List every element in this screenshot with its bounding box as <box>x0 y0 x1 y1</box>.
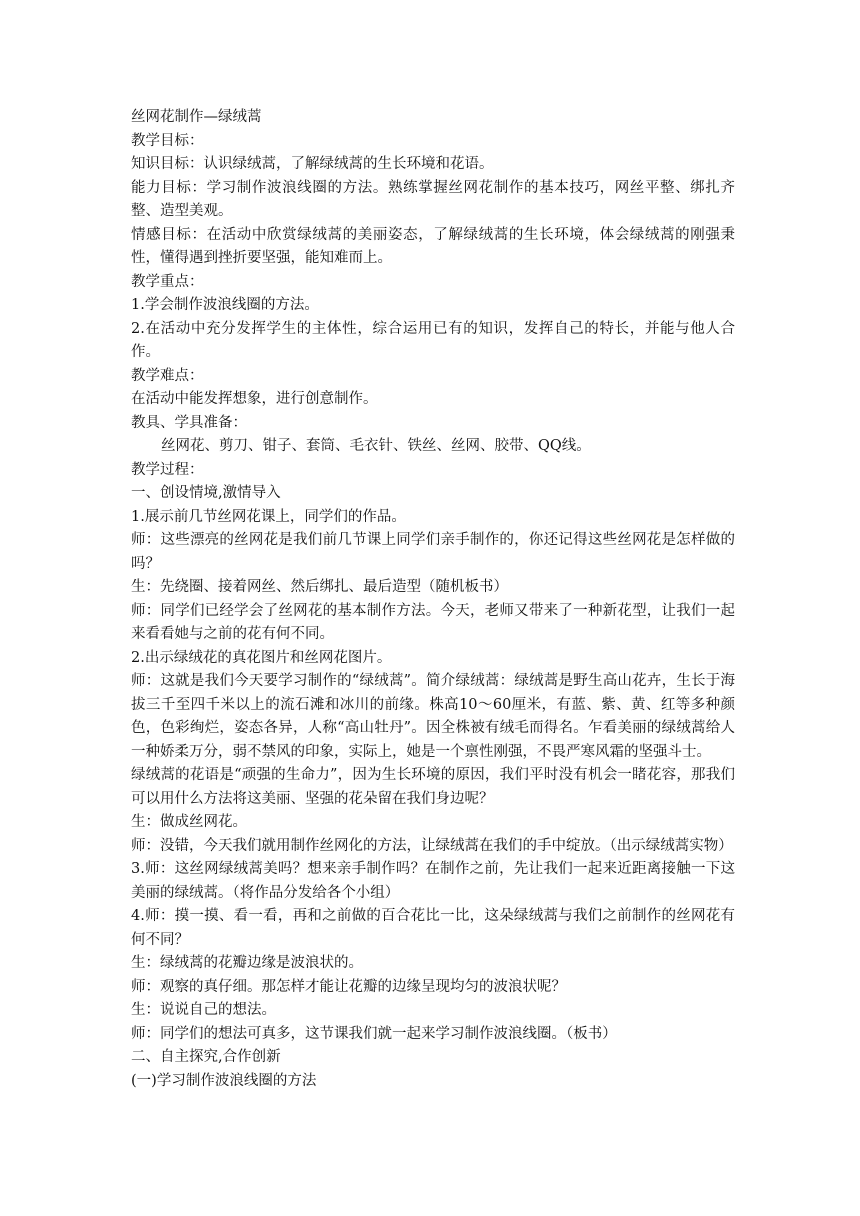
difficulty-heading: 教学难点： <box>131 367 204 384</box>
paragraph-1: 师：这些漂亮的丝网花是我们前几节课上同学们亲手制作的，你还记得这些丝网花是怎样做的吗？ <box>131 532 735 572</box>
doc-title: 丝网花制作—绿绒蒿 <box>131 109 262 125</box>
tools-heading: 教具、学具准备： <box>131 414 247 431</box>
document-body <box>131 106 735 1093</box>
paragraph-7: 师：没错，今天我们就用制作丝网化的方法，让绿绒蒿在我们的手中绽放。（出示绿绒蒿实物） <box>131 837 733 854</box>
paragraph-6: 生：做成丝网花。 <box>131 814 247 830</box>
paragraph-2: 生：先绕圈、接着网丝、然后绑扎、最后造型（随机板书） <box>131 579 508 595</box>
goals-heading: 教学目标： <box>131 132 204 149</box>
goal-emotion: 情感目标：在活动中欣赏绿绒蒿的美丽姿态，了解绿绒蒿的生长环境，体会绿绒蒿的刚强秉性，懂得遇到挫折要坚强，能知难而上。 <box>131 226 735 266</box>
goal-knowledge: 知识目标：认识绿绒蒿，了解绿绒蒿的生长环境和花语。 <box>131 156 494 172</box>
paragraph-12: 生：说说自己的想法。 <box>131 1002 276 1018</box>
paragraph-8: 3.师：这丝网绿绒蒿美吗？想来亲手制作吗？在制作之前，先让我们一起来近距离接触一下这美丽的绿绒蒿。（将作品分发给各个小组） <box>131 861 735 901</box>
tools-text: 丝网花、剪刀、钳子、套筒、毛衣针、铁丝、丝网、胶带、QQ线。 <box>161 438 591 454</box>
section-2-heading: 二、自主探究,合作创新 <box>131 1049 281 1065</box>
paragraph-9: 4.师：摸一摸、看一看，再和之前做的百合花比一比，这朵绿绒蒿与我们之前制作的丝网花有何不同？ <box>131 908 735 948</box>
process-heading: 教学过程： <box>131 461 204 478</box>
goal-ability: 能力目标：学习制作波浪线圈的方法。熟练掌握丝网花制作的基本技巧，网丝平整、绑扎齐整、造型美观。 <box>131 179 735 219</box>
paragraph-5: 绿绒蒿的花语是“顽强的生命力”，因为生长环境的原因，我们平时没有机会一睹花容，那我们可以用什么方法将这美丽、坚强的花朵留在我们身边呢？ <box>131 767 735 807</box>
step-2: 2.出示绿绒花的真花图片和丝网花图片。 <box>131 649 392 666</box>
difficulty-text: 在活动中能发挥想象，进行创意制作。 <box>131 391 378 407</box>
paragraph-13: 师：同学们的想法可真多，这节课我们就一起来学习制作波浪线圈。（板书） <box>131 1025 617 1042</box>
key-points-heading: 教学重点： <box>131 273 204 290</box>
paragraph-10: 生：绿绒蒿的花瓣边缘是波浪状的。 <box>131 955 363 971</box>
section-1-heading: 一、创设情境,激情导入 <box>131 485 281 501</box>
paragraph-3: 师：同学们已经学会了丝网花的基本制作方法。今天，老师又带来了一种新花型，让我们一起来看看她与之前的花有何不同。 <box>131 602 735 642</box>
key-point-1: 1.学会制作波浪线圈的方法。 <box>131 297 319 313</box>
paragraph-4: 师：这就是我们今天要学习制作的“绿绒蒿”。简介绿绒蒿：绿绒蒿是野生高山花卉，生长于海拔三千至四千米以上的流石滩和冰川的前缘。株高10～60厘米，有蓝、紫、黄、红等多种颜色，色彩绚烂，姿态各异，人称“高山牡丹”。因全株被有绒毛而得名。乍看美丽的绿绒蒿给人一种娇柔万分，弱不禁风的印象，实际上，她是一个禀性刚强，不畏严寒风霜的坚强斗士。 <box>131 673 735 760</box>
subsection-1-heading: (一)学习制作波浪线圈的方法 <box>131 1072 317 1089</box>
step-1: 1.展示前几节丝网花课上，同学们的作品。 <box>131 508 406 525</box>
paragraph-11: 师：观察的真仔细。那怎样才能让花瓣的边缘呈现均匀的波浪状呢？ <box>131 978 566 995</box>
key-point-2: 2.在活动中充分发挥学生的主体性，综合运用已有的知识，发挥自己的特长，并能与他人合作。 <box>131 320 735 360</box>
